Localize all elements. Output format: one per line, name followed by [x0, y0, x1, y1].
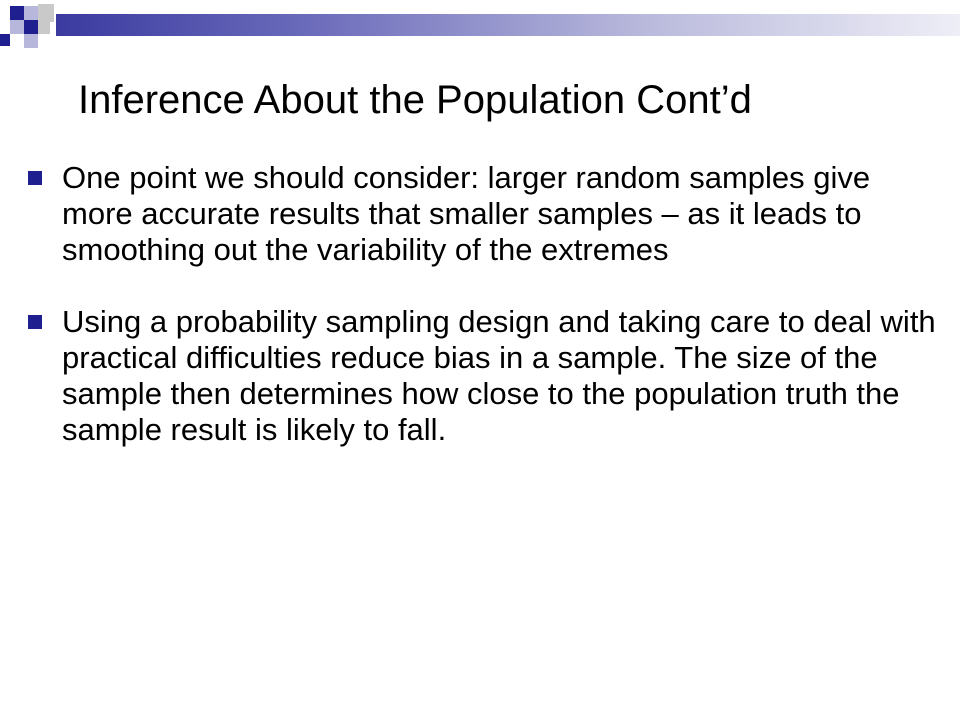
slide-title: Inference About the Population Cont’d	[78, 78, 752, 122]
decorative-square	[38, 4, 54, 22]
decorative-square	[24, 6, 38, 20]
bullet-text: One point we should consider: larger random samples give more accurate results that smaller samples – as it leads to smoothing out the variability of the extremes	[62, 160, 871, 267]
decorative-square	[10, 20, 24, 34]
header-decoration	[0, 0, 960, 60]
bullet-item	[28, 304, 938, 448]
header-gradient-bar	[56, 14, 960, 36]
decorative-square	[0, 34, 10, 46]
bullet-item	[28, 160, 938, 268]
square-bullet-icon	[28, 171, 42, 185]
decorative-square	[24, 34, 38, 48]
decorative-square	[10, 6, 24, 20]
square-bullet-icon	[28, 315, 42, 329]
bullet-list	[28, 160, 938, 484]
bullet-text: Using a probability sampling design and taking care to deal with practical difficulties reduce bias in a sample. The size of the sample then determines how close to the population truth the sample result is likely to fall.	[62, 304, 936, 447]
decorative-square	[24, 20, 38, 34]
decorative-square	[38, 22, 50, 34]
